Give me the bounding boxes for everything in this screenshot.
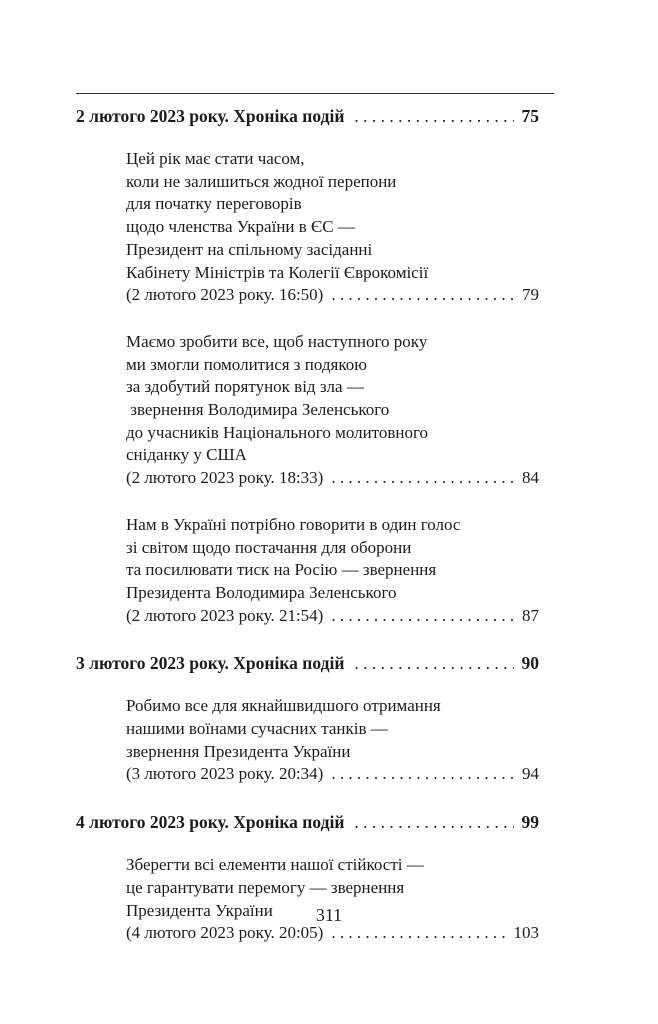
entry-line: Цей рік має стати часом, — [126, 149, 305, 168]
entry-line: для початку переговорів — [126, 194, 302, 214]
entry-page-number: 87 — [522, 605, 539, 625]
entry-line: Кабінету Міністрів та Колегії Єврокомісії — [126, 262, 429, 282]
dot-leader — [354, 810, 513, 834]
entry-date: (2 лютого 2023 року. 16:50) — [126, 285, 324, 305]
section-heading — [76, 104, 539, 128]
entry-date: (2 лютого 2023 року. 21:54) — [126, 605, 324, 625]
entry-line: звернення Президента України — [126, 741, 351, 761]
entry-date-line — [126, 284, 539, 307]
dot-leader — [354, 651, 513, 675]
dot-leader — [354, 104, 513, 128]
section-page-number: 99 — [521, 812, 539, 833]
dot-leader — [331, 763, 514, 786]
entry-line: звернення Володимира Зеленського — [126, 400, 390, 420]
entry-line: Президента Володимира Зеленського — [126, 582, 397, 602]
entry-line: Робимо все для якнайшвидшого отримання — [126, 696, 441, 716]
section-heading — [76, 810, 539, 834]
toc-entry — [126, 148, 539, 307]
entry-line: це гарантувати перемогу — звернення — [126, 877, 405, 897]
entry-date: (3 лютого 2023 року. 20:34) — [126, 764, 324, 784]
toc-entry — [126, 514, 539, 628]
dot-leader — [331, 467, 514, 490]
table-of-contents — [76, 104, 539, 945]
toc-entry — [126, 695, 539, 786]
entry-line: коли не залишиться жодної перепони — [126, 171, 397, 191]
dot-leader — [331, 284, 514, 307]
entry-page-number: 84 — [522, 468, 539, 488]
entry-page-number: 103 — [513, 923, 539, 943]
entry-line: Президент на спільному засіданні — [126, 239, 373, 259]
entry-line: Нам в Україні потрібно говорити в один голос — [126, 514, 461, 534]
entry-page-number: 79 — [522, 285, 539, 305]
entry-date-line — [126, 763, 539, 786]
entry-line: та посилювати тиск на Росію — звернення — [126, 560, 437, 580]
entry-line: ми змогли помолитися з подякою — [126, 354, 367, 374]
entry-date-line — [126, 467, 539, 490]
section-page-number: 75 — [521, 106, 539, 126]
entry-date-line — [126, 605, 539, 628]
entry-line: зі світом щодо постачання для оборони — [126, 537, 412, 557]
toc-entry — [126, 854, 539, 945]
section-title: 2 лютого 2023 року. Хроніка подій — [76, 106, 345, 126]
entry-date: (2 лютого 2023 року. 18:33) — [126, 468, 324, 488]
section-title: 3 лютого 2023 року. Хроніка подій — [76, 653, 345, 674]
section-heading — [76, 651, 539, 675]
section-page-number: 90 — [521, 653, 539, 674]
entry-line: Маємо зробити все, щоб наступного року — [126, 331, 428, 351]
top-rule — [76, 93, 554, 94]
toc-section — [76, 104, 539, 627]
toc-section — [76, 651, 539, 786]
dot-leader — [331, 605, 514, 628]
entry-line: сніданку у США — [126, 445, 247, 465]
section-title: 4 лютого 2023 року. Хроніка подій — [76, 812, 345, 833]
entry-date: (4 лютого 2023 року. 20:05) — [126, 923, 324, 943]
page-number: 311 — [315, 905, 343, 925]
entry-line: до учасників Національного молитовного — [126, 422, 429, 442]
entry-line: Зберегти всі елементи нашої стійкості — — [126, 855, 424, 875]
entry-line: за здобутий порятунок від зла — — [126, 377, 364, 397]
toc-entry — [126, 331, 539, 490]
entry-line: щодо членства України в ЄС — — [126, 217, 355, 237]
entry-page-number: 94 — [522, 764, 539, 784]
entry-line: Президента України — [126, 900, 273, 920]
entry-line: нашими воїнами сучасних танків — — [126, 719, 388, 739]
